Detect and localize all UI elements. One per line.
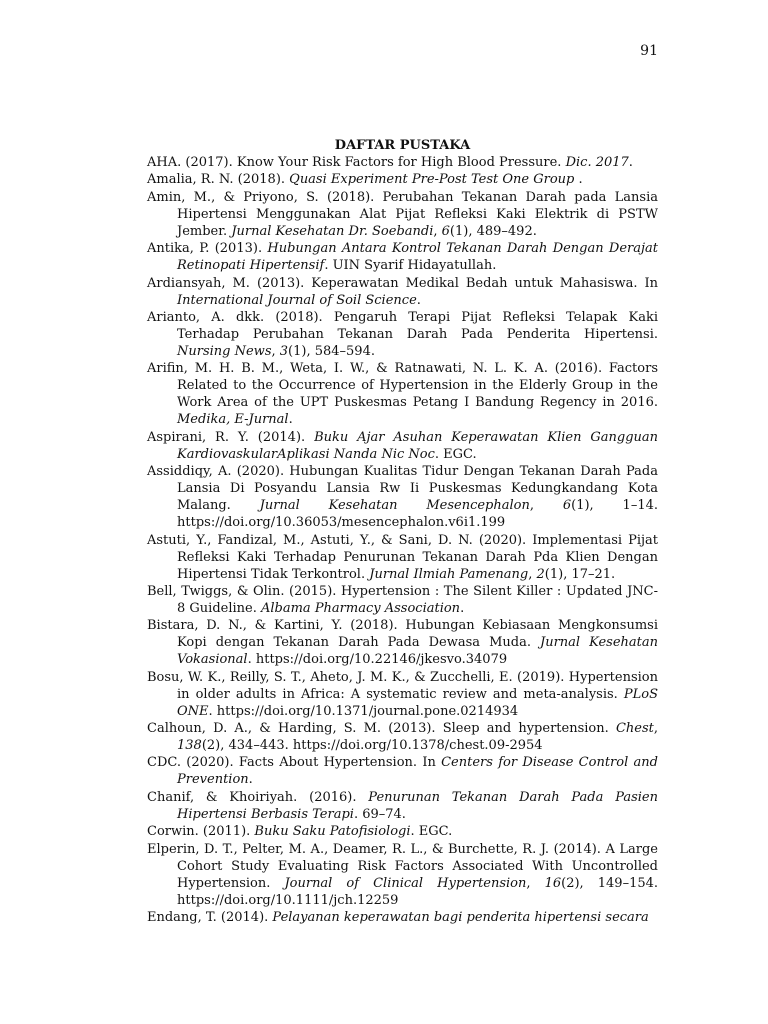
reference-text: .	[460, 600, 465, 616]
reference-text: ,	[528, 566, 537, 582]
reference-italic-text: Jurnal Kesehatan Dr. Soebandi	[231, 223, 434, 239]
reference-text: Assiddiqy, A. (2020). Hubungan Kualitas Tidur Dengan Tekanan Darah Pada Lansia Di Posyandu Lansia Rw Ii Puskesmas Kedungkandang Kota Malang.	[147, 464, 658, 514]
reference-text: .	[416, 292, 421, 308]
reference-text: ,	[271, 343, 280, 359]
reference-entry	[147, 240, 658, 274]
reference-entry	[147, 669, 658, 720]
reference-entry	[147, 617, 658, 668]
reference-list	[147, 154, 658, 926]
reference-italic-text: 6	[562, 498, 572, 514]
reference-text: . UIN Syarif Hidayatullah.	[324, 258, 497, 274]
reference-text: Arianto, A. dkk. (2018). Pengaruh Terapi Pijat Refleksi Telapak Kaki Terhadap Perubahan Tekanan Darah Pada Penderita Hipertensi.	[147, 309, 658, 342]
reference-text: AHA. (2017). Know Your Risk Factors for High Blood Pressure.	[147, 155, 566, 170]
reference-text: (1), 17–21.	[544, 566, 616, 582]
reference-italic-text: International Journal of Soil Science	[177, 292, 417, 308]
reference-italic-text: Medika, E-Jurnal	[177, 412, 289, 428]
reference-text: Corwin. (2011).	[147, 824, 255, 840]
reference-italic-text: Buku Ajar Asuhan Keperawatan Klien Gangguan KardiovaskularAplikasi Nanda Nic Noc	[177, 429, 659, 462]
reference-text: Antika, P. (2013).	[147, 241, 268, 257]
reference-entry	[147, 154, 658, 171]
reference-text: ,	[433, 223, 442, 239]
reference-text: Ardiansyah, M. (2013). Keperawatan Medikal Bedah untuk Mahasiswa. In	[147, 275, 658, 291]
reference-italic-text: 2	[536, 566, 545, 582]
reference-entry	[147, 189, 658, 240]
reference-entry	[147, 309, 658, 360]
reference-italic-text: Pelayanan keperawatan bagi penderita hipertensi secara	[272, 910, 649, 926]
reference-text: Endang, T. (2014).	[147, 910, 273, 926]
reference-text: . https://doi.org/10.1371/journal.pone.0214934	[208, 703, 519, 719]
reference-text: Chanif, & Khoiriyah. (2016).	[147, 789, 369, 805]
reference-italic-text: Jurnal Kesehatan Vokasional	[177, 635, 658, 668]
reference-text: Amin, M., & Priyono, S. (2018). Perubahan Tekanan Darah pada Lansia Hipertensi Menggunakan Alat Pijat Refleksi Kaki Elektrik di PSTW Jember.	[147, 189, 658, 239]
reference-italic-text: Dic. 2017	[565, 155, 629, 170]
reference-text: (2), 149–154. https://doi.org/10.1111/jch.12259	[177, 875, 659, 908]
page-title: DAFTAR PUSTAKA	[334, 138, 471, 153]
reference-entry	[147, 583, 658, 617]
reference-entry	[147, 754, 658, 788]
reference-text: ,	[529, 498, 563, 514]
reference-italic-text: 138	[177, 738, 202, 754]
reference-italic-text: Quasi Experiment Pre-Post Test One Group	[289, 172, 575, 188]
reference-entry	[147, 171, 658, 188]
reference-text: . EGC.	[434, 446, 477, 462]
reference-text: . EGC.	[410, 824, 453, 840]
reference-text: CDC. (2020). Facts About Hypertension. In	[147, 755, 442, 771]
reference-entry	[147, 909, 658, 926]
reference-text: ,	[653, 721, 658, 737]
reference-italic-text: Albama Pharmacy Association	[260, 600, 461, 616]
reference-text: .	[248, 772, 253, 788]
reference-text: Astuti, Y., Fandizal, M., Astuti, Y., & Sani, D. N. (2020). Implementasi Pijat Refleksi Kaki Terhadap Penurunan Tekanan Darah Pda Klien Dengan Hipertensi Tidak Terkontrol.	[147, 532, 658, 582]
reference-text: Elperin, D. T., Pelter, M. A., Deamer, R. L., & Burchette, R. J. (2014). A Large Cohort Study Evaluating Risk Factors Associated With Uncontrolled Hypertension.	[147, 841, 658, 891]
reference-text: (1), 489–492.	[449, 223, 537, 239]
reference-entry	[147, 532, 658, 583]
reference-entry	[147, 789, 658, 823]
reference-text: Bosu, W. K., Reilly, S. T., Aheto, J. M. K., & Zucchelli, E. (2019). Hypertension in older adults in Africa: A systematic review and meta-analysis.	[147, 669, 658, 702]
reference-entry	[147, 823, 658, 840]
reference-text: (1), 1–14. https://doi.org/10.36053/mesencephalon.v6i1.199	[177, 498, 658, 531]
reference-italic-text: Jurnal Kesehatan Mesencephalon	[259, 498, 530, 514]
reference-text: .	[288, 412, 293, 428]
reference-text: Arifin, M. H. B. M., Weta, I. W., & Ratnawati, N. L. K. A. (2016). Factors Related to the Occurrence of Hypertension in the Elderly Group in the Work Area of the UPT Puskesmas Petang I Bandung Regency in 2016.	[147, 361, 658, 411]
reference-text: . 69–74.	[353, 806, 406, 822]
reference-entry	[147, 463, 658, 531]
page-number: 91	[640, 43, 658, 59]
reference-text: ,	[526, 875, 545, 891]
reference-italic-text: 6	[441, 223, 450, 239]
reference-text: Bell, Twiggs, & Olin. (2015). Hypertension : The Silent Killer : Updated JNC-8 Guideline.	[147, 583, 658, 616]
reference-text: (1), 584–594.	[288, 343, 375, 359]
reference-entry	[147, 429, 658, 463]
reference-italic-text: Jurnal Ilmiah Pamenang	[369, 566, 529, 582]
reference-italic-text: Buku Saku Patofisiologi	[254, 824, 411, 840]
reference-text: Amalia, R. N. (2018).	[147, 172, 290, 188]
reference-text: .	[628, 155, 633, 170]
reference-italic-text: Journal of Clinical Hypertension	[284, 875, 527, 891]
reference-italic-text: 16	[544, 875, 562, 891]
reference-text: .	[574, 172, 583, 188]
reference-italic-text: PLoS ONE	[177, 686, 658, 719]
reference-entry	[147, 360, 658, 428]
reference-italic-text: Nursing News	[177, 343, 272, 359]
reference-text: (2), 434–443. https://doi.org/10.1378/chest.09-2954	[201, 738, 543, 754]
reference-italic-text: 3	[279, 343, 289, 359]
reference-italic-text: Chest	[615, 721, 654, 737]
reference-italic-text: Centers for Disease Control and Prevention	[177, 755, 658, 788]
reference-entry	[147, 275, 658, 309]
reference-italic-text: Hubungan Antara Kontrol Tekanan Darah Dengan Derajat Retinopati Hipertensif	[177, 241, 659, 274]
reference-entry	[147, 720, 658, 754]
reference-text: Bistara, D. N., & Kartini, Y. (2018). Hubungan Kebiasaan Mengkonsumsi Kopi dengan Tekanan Darah Pada Dewasa Muda.	[147, 618, 658, 651]
reference-text: Aspirani, R. Y. (2014).	[147, 429, 315, 445]
reference-italic-text: Penurunan Tekanan Darah Pada Pasien Hipertensi Berbasis Terapi	[177, 789, 658, 822]
reference-text: Calhoun, D. A., & Harding, S. M. (2013). Sleep and hypertension.	[147, 721, 616, 737]
reference-text: . https://doi.org/10.22146/jkesvo.34079	[247, 652, 508, 668]
reference-entry	[147, 841, 658, 909]
